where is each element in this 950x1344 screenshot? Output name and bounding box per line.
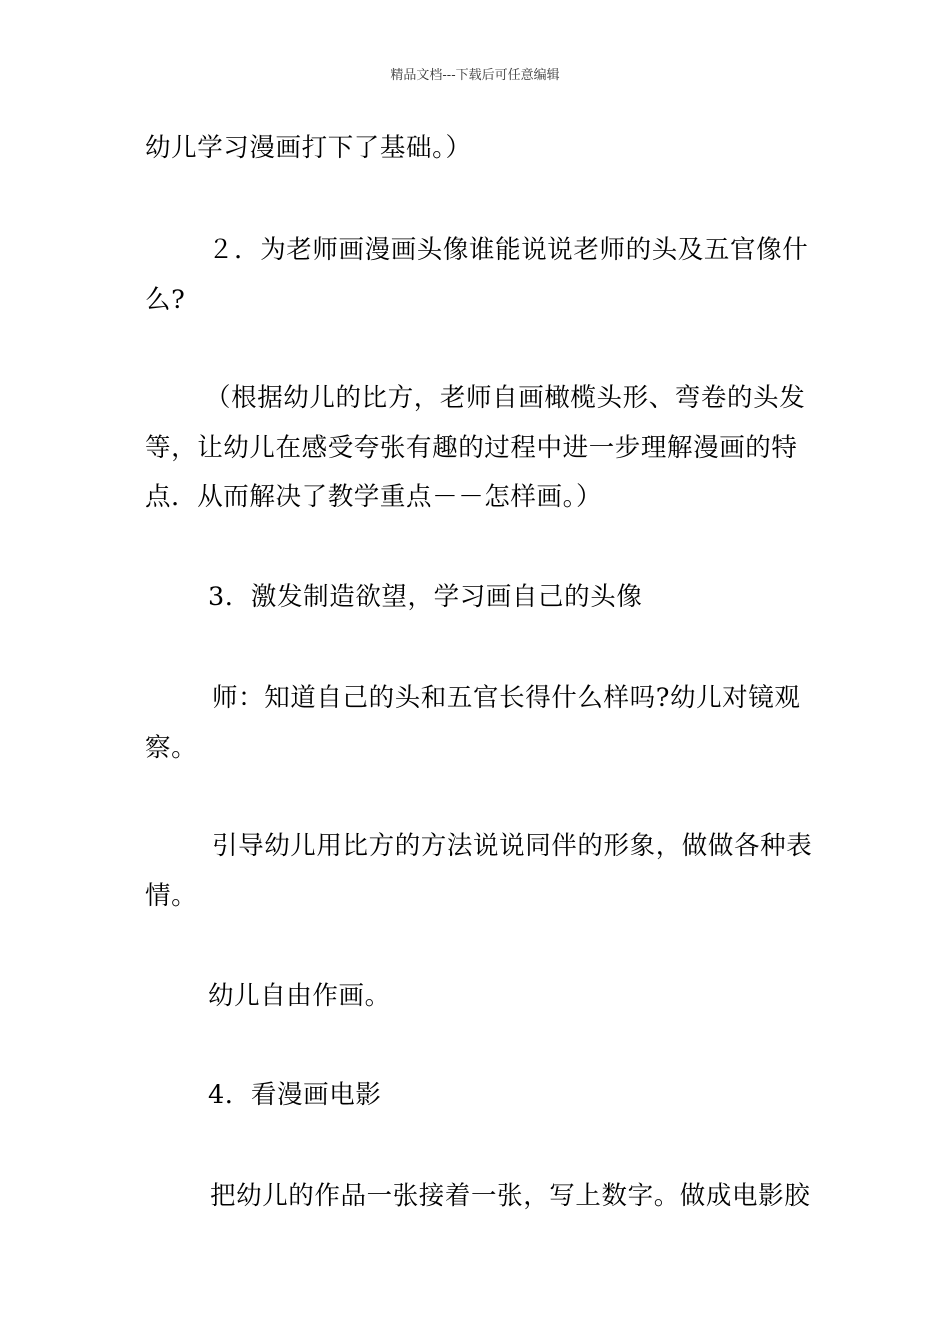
text-line: 3．激发制造欲望，学习画自己的头像 [208, 582, 643, 612]
text-line: 察。 [145, 733, 198, 763]
text-line: 把幼儿的作品一张接着一张，写上数字。做成电影胶 [210, 1181, 811, 1211]
text-line: 等，让幼儿在感受夸张有趣的过程中进一步理解漫画的特 [145, 433, 798, 463]
page-header: 精品文档---下载后可任意编辑 [390, 68, 560, 83]
text-line: 么? [145, 285, 186, 315]
text-line: （根据幼儿的比方，老师自画橄榄头形、弯卷的头发 [205, 383, 806, 413]
text-line: 师：知道自己的头和五官长得什么样吗?幼儿对镜观 [212, 683, 801, 713]
text-line: 幼儿学习漫画打下了基础。） [145, 133, 472, 163]
text-line: 点．从而解决了教学重点－－怎样画。） [145, 482, 603, 512]
text-line: ２．为老师画漫画头像谁能说说老师的头及五官像什 [208, 235, 809, 265]
text-line: 情。 [145, 881, 198, 911]
text-line: 4．看漫画电影 [208, 1080, 382, 1110]
text-line: 引导幼儿用比方的方法说说同伴的形象，做做各种表 [212, 831, 813, 861]
text-line: 幼儿自由作画。 [208, 981, 391, 1011]
